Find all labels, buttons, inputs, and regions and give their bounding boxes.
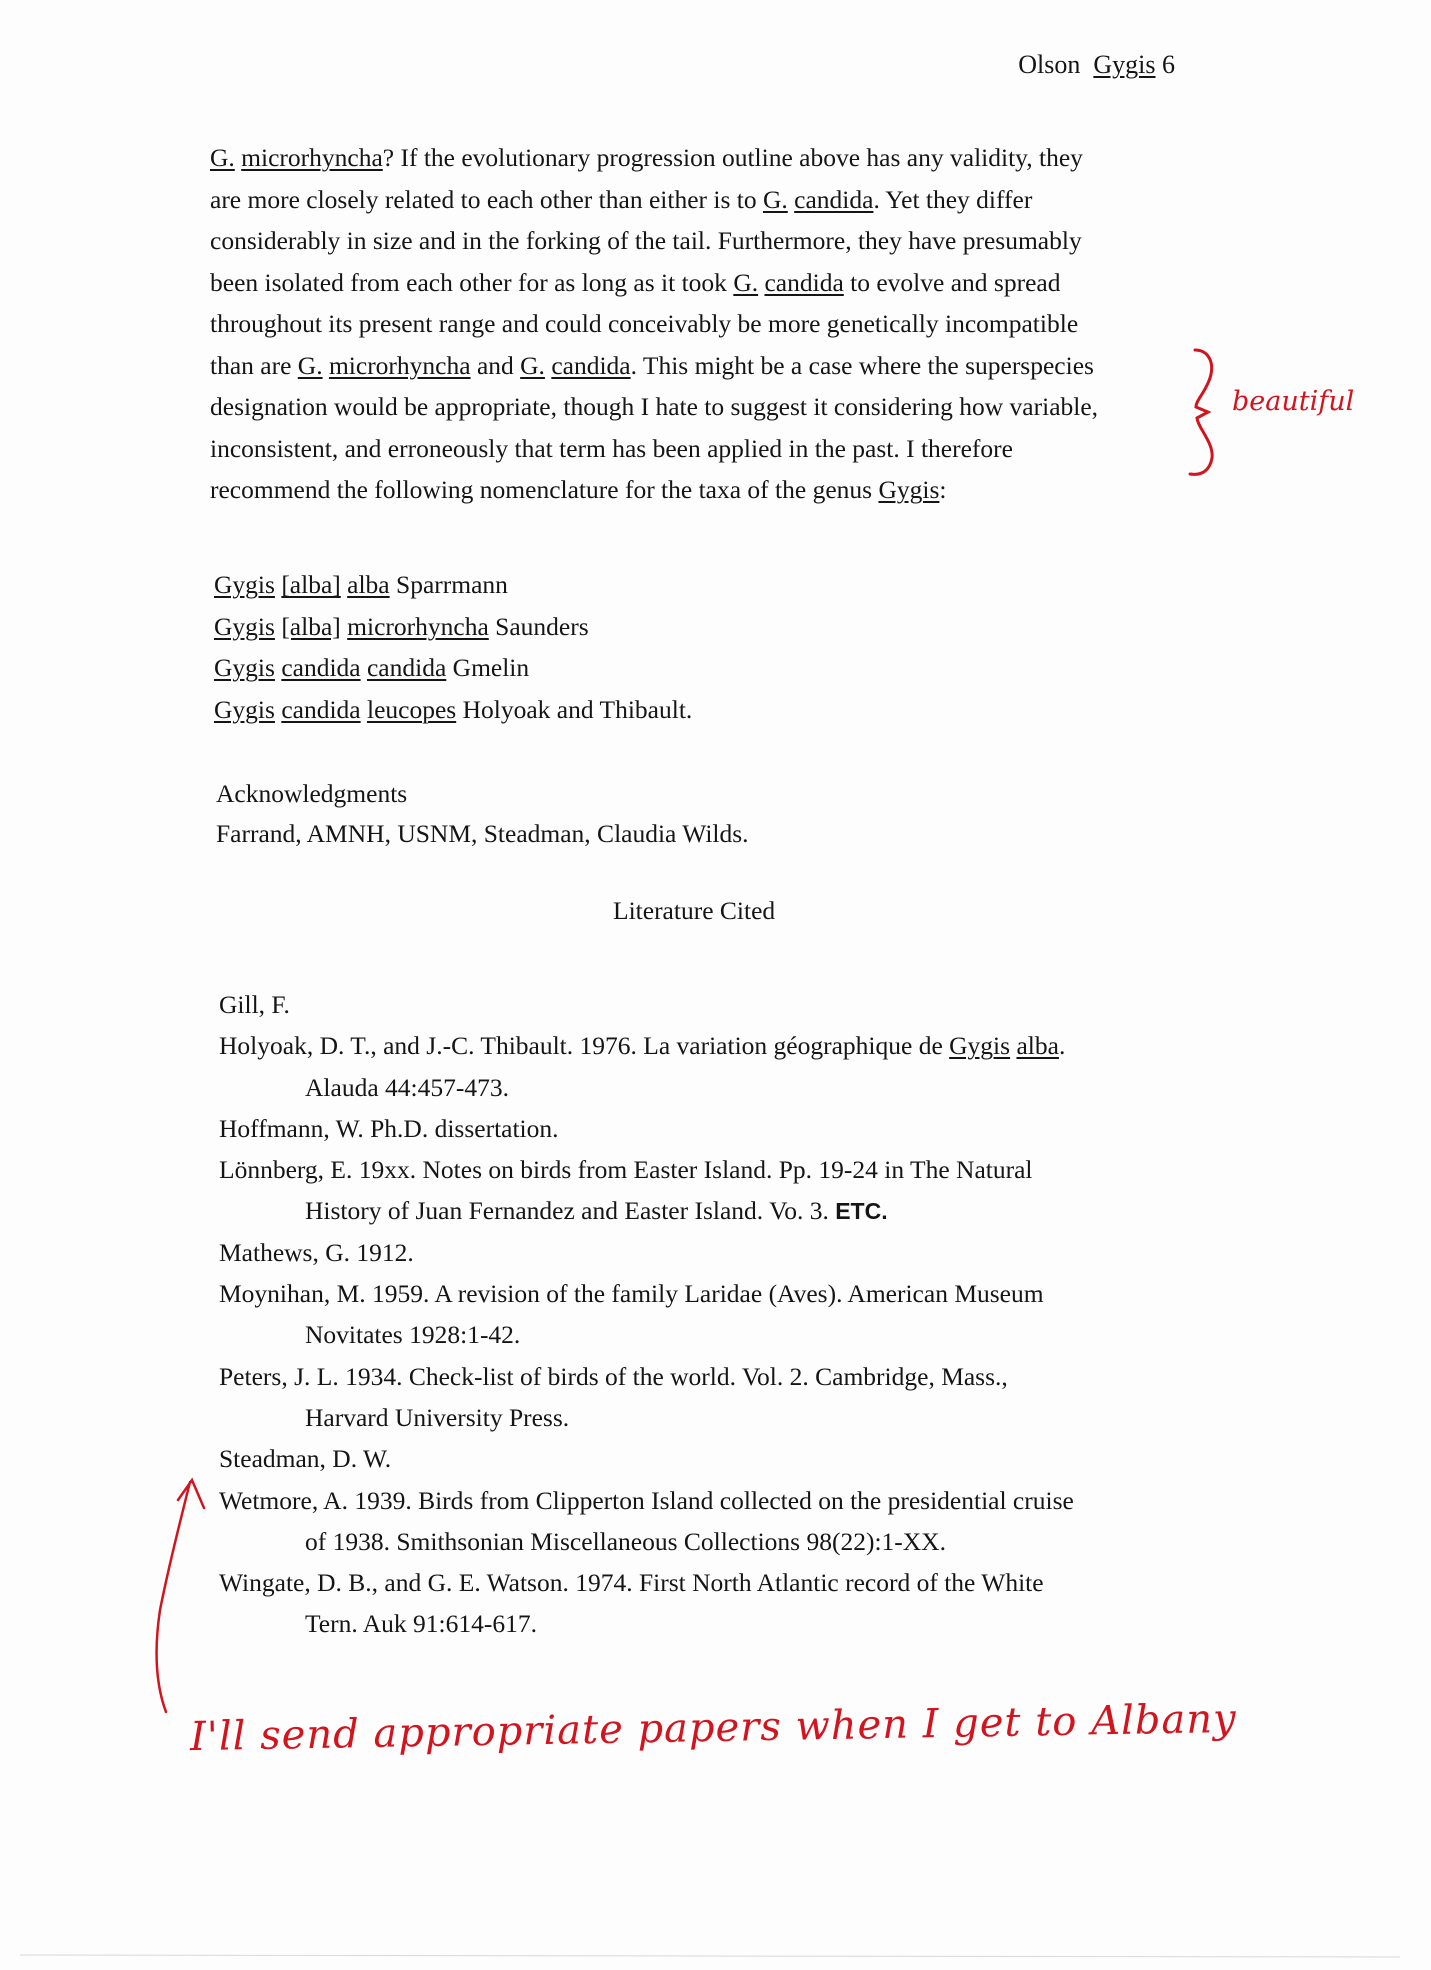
reference-line: Wetmore, A. 1939. Birds from Clipperton Island collected on the presidential cruise [219, 1485, 1074, 1515]
body-line [210, 303, 1200, 345]
body-text: designation would be appropriate, though I hate to suggest it considering how variable, [210, 392, 1099, 421]
etc-mark: ETC. [835, 1198, 888, 1225]
reference-line [219, 1025, 1219, 1066]
taxon-name: Gygis [949, 1031, 1011, 1061]
reference-text: . [1058, 1031, 1066, 1061]
body-text: . Yet they differ [873, 184, 1033, 214]
body-text: to evolve and spread [843, 267, 1061, 297]
body-line [210, 179, 1200, 221]
body-text: been isolated from each other for as long as it took [210, 267, 734, 297]
reference-line: Novitates 1928:1-42. [305, 1320, 521, 1350]
reference-line: Alauda 44:457-473. [305, 1072, 509, 1102]
reference-line: Wingate, D. B., and G. E. Watson. 1974. First North Atlantic record of the White [219, 1568, 1044, 1598]
body-text: . This might be a case where the superspecies [630, 350, 1094, 380]
species-name: alba [347, 570, 390, 599]
body-paragraph [210, 137, 1200, 511]
nomenclature-item [214, 689, 692, 731]
genus-name: Gygis [214, 694, 275, 724]
acknowledgments-text: Farrand, AMNH, USNM, Steadman, Claudia Wilds. [216, 819, 749, 848]
page-number: 6 [1162, 50, 1175, 79]
arrow-head [178, 1480, 204, 1508]
reference-line: of 1938. Smithsonian Miscellaneous Collections 98(22):1-XX. [305, 1526, 946, 1556]
nomenclature-list [214, 564, 692, 730]
page-header [1018, 50, 1175, 80]
superspecies-name: candida [281, 694, 361, 724]
body-text: : [939, 475, 947, 504]
body-text: throughout its present range and could conceivably be more genetically incompatible [210, 309, 1079, 338]
body-line [210, 137, 1200, 179]
superspecies-name: [alba] [281, 570, 341, 599]
header-genus: Gygis [1093, 50, 1156, 79]
nomenclature-item [214, 606, 692, 648]
page-edge [20, 1955, 1400, 1957]
authority: Gmelin [452, 653, 530, 682]
body-line [210, 345, 1200, 387]
taxon-name: candida [794, 184, 874, 214]
arrow-line [157, 1482, 190, 1712]
margin-note: beautiful [1232, 386, 1355, 417]
taxon-name: Gygis [878, 475, 940, 504]
reference-line: Steadman, D. W. [219, 1444, 392, 1474]
superspecies-name: [alba] [281, 611, 341, 641]
nomenclature-item [214, 564, 692, 606]
taxon-abbrev: G. [297, 350, 323, 380]
reference-line: Mathews, G. 1912. [219, 1237, 414, 1267]
reference-line: Tern. Auk 91:614-617. [305, 1609, 537, 1639]
taxon-name: candida [551, 350, 631, 380]
literature-heading: Literature Cited [613, 896, 776, 925]
reference-line: Moynihan, M. 1959. A revision of the family Laridae (Aves). American Museum [219, 1279, 1044, 1309]
header-author: Olson [1018, 50, 1081, 79]
body-line [210, 428, 1200, 470]
reference-line: Peters, J. L. 1934. Check-list of birds of the world. Vol. 2. Cambridge, Mass., [219, 1361, 1008, 1391]
taxon-abbrev: G. [733, 267, 759, 297]
body-text: than are [210, 350, 298, 380]
authority: Sparrmann [396, 570, 508, 599]
acknowledgments-heading: Acknowledgments [216, 779, 408, 808]
taxon-abbrev: G. [210, 143, 235, 172]
acknowledgments-section [216, 774, 749, 854]
taxon-name: microrhyncha [241, 143, 383, 172]
body-line [210, 262, 1200, 304]
authority: Holyoak and Thibault. [462, 694, 693, 724]
body-line [210, 469, 1200, 511]
reference-list [219, 984, 1219, 1645]
body-text: considerably in size and in the forking of the tail. Furthermore, they have presumably [210, 226, 1082, 255]
reference-line: Gill, F. [219, 990, 290, 1019]
taxon-name: candida [764, 267, 844, 297]
superspecies-name: candida [281, 653, 361, 682]
body-text: ? If the evolutionary progression outline above has any validity, they [382, 143, 1083, 172]
species-name: candida [366, 653, 447, 682]
body-line [210, 386, 1200, 428]
authority: Saunders [495, 611, 589, 641]
body-line [210, 220, 1200, 262]
reference-line: Harvard University Press. [305, 1402, 570, 1432]
nomenclature-item [214, 647, 692, 689]
genus-name: Gygis [214, 570, 275, 599]
bottom-note: I'll send appropriate papers when I get to Albany [189, 1695, 1237, 1761]
reference-line: Hoffmann, W. Ph.D. dissertation. [219, 1113, 559, 1143]
taxon-name: microrhyncha [328, 350, 471, 380]
body-text: and [470, 350, 521, 380]
genus-name: Gygis [214, 653, 275, 682]
taxon-abbrev: G. [520, 350, 545, 380]
reference-line: Lönnberg, E. 19xx. Notes on birds from Easter Island. Pp. 19-24 in The Natural [219, 1155, 1033, 1185]
taxon-abbrev: G. [762, 184, 788, 214]
body-text: recommend the following nomenclature for the taxa of the genus [210, 475, 879, 504]
taxon-name: alba [1016, 1031, 1059, 1061]
genus-name: Gygis [214, 611, 275, 641]
body-text: are more closely related to each other than either is to [210, 184, 763, 214]
reference-line [219, 1190, 1219, 1231]
reference-text: Holyoak, D. T., and J.-C. Thibault. 1976. La variation géographique de [219, 1031, 950, 1061]
species-name: leucopes [366, 694, 457, 724]
body-text: inconsistent, and erroneously that term has been applied in the past. I therefore [210, 433, 1013, 463]
species-name: microrhyncha [347, 611, 489, 641]
reference-text: History of Juan Fernandez and Easter Island. Vo. 3. [305, 1196, 829, 1226]
